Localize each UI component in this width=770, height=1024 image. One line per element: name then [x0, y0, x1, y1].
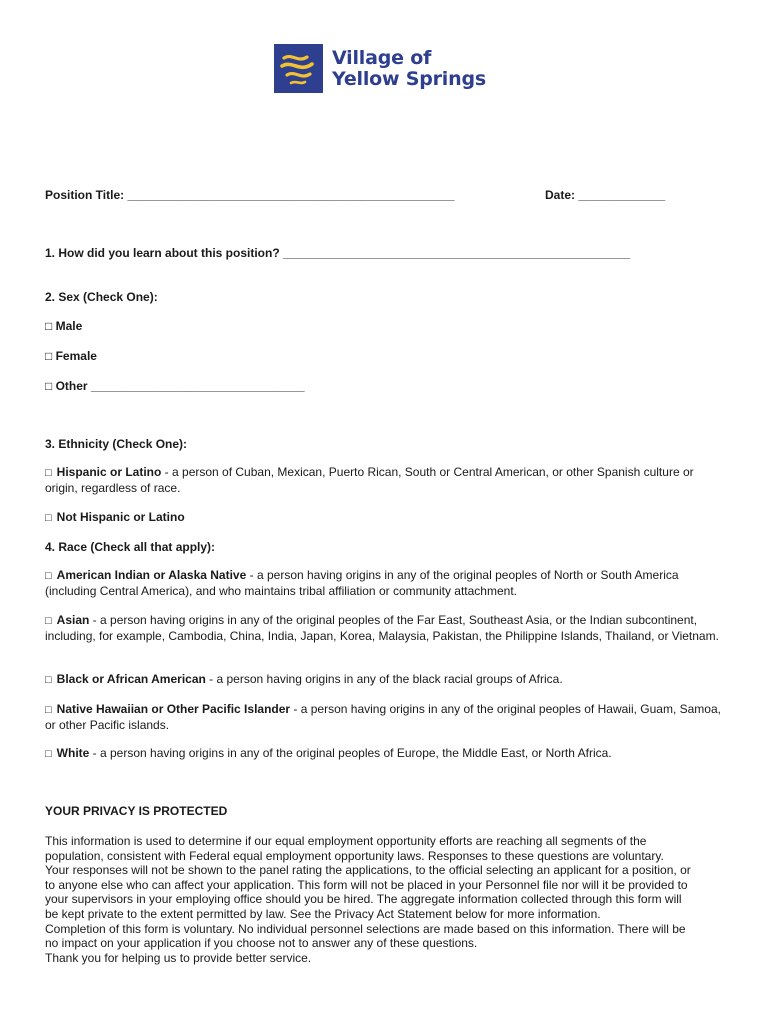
privacy-line: to anyone else who can affect your application. This form will not be placed in your Personnel file nor will it be provided to: [45, 877, 688, 892]
option-term: Hispanic or Latino: [56, 465, 162, 479]
privacy-line: population, consistent with Federal equal employment opportunity laws. Responses to these questions are voluntary.: [45, 848, 664, 863]
logo-line-2: Yellow Springs: [332, 67, 486, 90]
option-term: Not Hispanic or Latino: [56, 510, 185, 524]
option-term: American Indian or Alaska Native: [56, 568, 247, 582]
sex-option-other[interactable]: [45, 379, 305, 393]
question-1-field[interactable]: ____________________________________________________: [283, 246, 631, 260]
option-term: Asian: [56, 613, 90, 627]
position-title-label: Position Title:: [45, 188, 125, 202]
checkbox-icon[interactable]: □: [45, 349, 53, 363]
checkbox-icon[interactable]: □: [45, 512, 52, 524]
privacy-line: Thank you for helping us to provide better service.: [45, 950, 312, 965]
option-term: Black or African American: [56, 672, 206, 686]
ethnicity-option-hispanic[interactable]: [45, 465, 725, 496]
race-option-asian[interactable]: [45, 613, 725, 644]
position-title-row: [45, 188, 455, 202]
privacy-line: be kept private to the extent permitted by law. See the Privacy Act Statement below for more information.: [45, 906, 601, 921]
checkbox-icon[interactable]: □: [45, 467, 52, 479]
checkbox-icon[interactable]: □: [45, 748, 52, 760]
privacy-line: no impact on your application if you choose not to answer any of these questions.: [45, 936, 478, 951]
date-row: [545, 188, 665, 202]
race-option-white[interactable]: [45, 746, 725, 762]
option-term: Native Hawaiian or Other Pacific Islander: [56, 702, 291, 716]
race-option-american-indian[interactable]: [45, 568, 725, 599]
checkbox-icon[interactable]: □: [45, 615, 52, 627]
village-logo: [274, 44, 486, 93]
logo-line-1: Village of: [332, 46, 432, 69]
date-label: Date:: [545, 188, 576, 202]
checkbox-icon[interactable]: □: [45, 704, 52, 716]
question-4-title: 4. Race (Check all that apply):: [45, 540, 216, 554]
race-option-pacific-islander[interactable]: [45, 702, 725, 733]
checkbox-icon[interactable]: □: [45, 379, 53, 393]
option-description: - a person having origins in any of the original peoples of North or South America (including Central America), and who maintains tribal affiliation or community attachment.: [45, 568, 679, 598]
sex-option-male[interactable]: [45, 319, 82, 333]
question-1-label: 1. How did you learn about this position?: [45, 246, 280, 260]
position-title-field[interactable]: _________________________________________________: [127, 188, 455, 202]
checkbox-icon[interactable]: □: [45, 674, 52, 686]
race-option-black[interactable]: [45, 672, 725, 688]
privacy-heading: YOUR PRIVACY IS PROTECTED: [45, 804, 228, 818]
option-description: - a person having origins in any of the original peoples of the Far East, Southeast Asia, or the Indian subcontinent, including, for example, Cambodia, China, India, Japan, Korea, Malaysia, Pakistan, the Philippine Islands, Thailand, or Vietnam.: [45, 613, 719, 643]
sex-option-female[interactable]: [45, 349, 97, 363]
option-label: Male: [55, 319, 83, 333]
option-description: - a person having origins in any of the black racial groups of Africa.: [205, 672, 563, 686]
date-field[interactable]: _____________: [578, 188, 666, 202]
privacy-line: Completion of this form is voluntary. No individual personnel selections are made based on this information. There will be: [45, 921, 686, 936]
privacy-statement: [45, 834, 725, 965]
option-description: - a person having origins in any of the original peoples of Hawaii, Guam, Samoa, or other Pacific islands.: [45, 702, 721, 732]
question-2-title: 2. Sex (Check One):: [45, 290, 158, 304]
option-description: - a person of Cuban, Mexican, Puerto Rican, South or Central American, or other Spanish culture or origin, regardless of race.: [45, 465, 694, 495]
privacy-line: your supervisors in your employing office should you be hired. The aggregate information collected through this form will: [45, 892, 682, 907]
question-1: [45, 246, 630, 260]
option-label: Other: [55, 379, 88, 393]
ethnicity-option-not-hispanic[interactable]: [45, 510, 725, 526]
option-description: - a person having origins in any of the original peoples of Europe, the Middle East, or North Africa.: [89, 746, 612, 760]
option-term: White: [56, 746, 90, 760]
question-3-title: 3. Ethnicity (Check One):: [45, 437, 188, 451]
other-field[interactable]: ________________________________: [90, 379, 305, 393]
springs-wave-icon: [274, 44, 323, 93]
privacy-line: Your responses will not be shown to the panel rating the applications, to the official selecting an applicant for a position, or: [45, 863, 691, 878]
checkbox-icon[interactable]: □: [45, 319, 53, 333]
logo-wordmark: [332, 48, 486, 90]
checkbox-icon[interactable]: □: [45, 570, 52, 582]
option-label: Female: [55, 349, 97, 363]
privacy-line: This information is used to determine if our equal employment opportunity efforts are reaching all segments of the: [45, 834, 647, 848]
